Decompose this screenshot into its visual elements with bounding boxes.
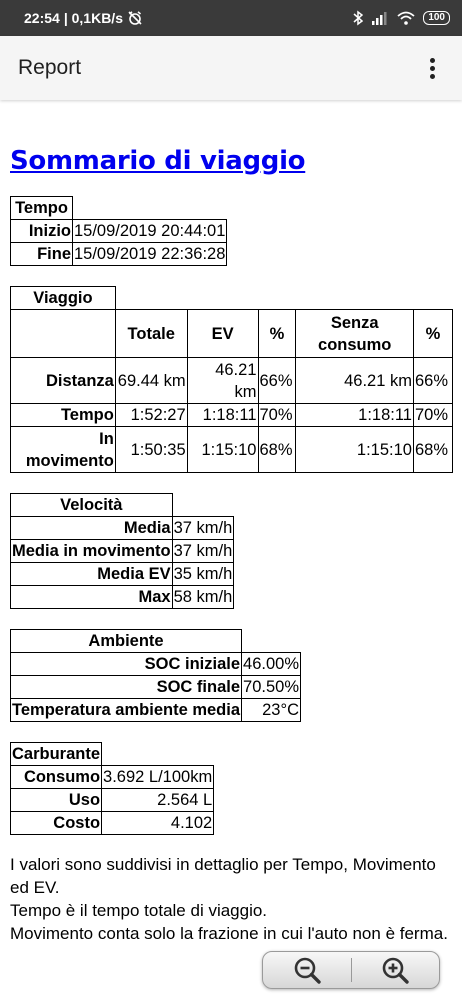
signal-icon	[371, 11, 389, 25]
table-row	[11, 789, 214, 812]
status-time: 22:54	[24, 10, 60, 26]
velocita-table	[10, 493, 234, 609]
cell-senza: 46.21 km	[296, 358, 414, 404]
tempo-table	[10, 196, 227, 266]
cell-percent: 68%	[413, 427, 452, 473]
row-value: 37 km/h	[172, 517, 234, 540]
table-row	[11, 427, 453, 473]
table-header: Carburante	[11, 743, 102, 766]
row-label: Temperatura ambiente media	[11, 699, 242, 722]
table-header: Tempo	[11, 197, 73, 220]
note-line: Tempo è il tempo totale di viaggio.	[10, 901, 268, 920]
row-value: 70.50%	[242, 676, 301, 699]
cell-percent: 66%	[258, 358, 296, 404]
table-row	[11, 699, 301, 722]
notes-text	[10, 853, 450, 945]
alarm-off-icon	[127, 10, 143, 26]
table-row	[11, 358, 453, 404]
cell-ev: 1:18:11	[187, 404, 258, 427]
row-label: Uso	[11, 789, 102, 812]
col-header: %	[413, 310, 452, 358]
table-row	[11, 220, 227, 243]
row-label: Max	[11, 586, 173, 609]
cell-percent: 66%	[413, 358, 452, 404]
battery-icon: 100	[423, 11, 450, 25]
row-label: Inizio	[11, 220, 73, 243]
row-label: Consumo	[11, 766, 102, 789]
col-header: Totale	[115, 310, 187, 358]
cell-senza: 1:15:10	[296, 427, 414, 473]
col-header: Senza consumo	[296, 310, 414, 358]
row-value: 2.564 L	[102, 789, 214, 812]
app-title: Report	[18, 56, 82, 79]
table-header: Viaggio	[11, 287, 116, 310]
table-row	[11, 676, 301, 699]
row-label: Media EV	[11, 563, 173, 586]
report-content	[10, 100, 455, 945]
row-value: 4.102	[102, 812, 214, 835]
cell-senza: 1:18:11	[296, 404, 414, 427]
overflow-menu-icon[interactable]	[420, 56, 444, 80]
zoom-in-icon	[380, 955, 410, 985]
cell-ev: 1:15:10	[187, 427, 258, 473]
cell-totale: 1:50:35	[115, 427, 187, 473]
zoom-out-button[interactable]	[263, 952, 351, 988]
table-row	[11, 563, 234, 586]
table-row	[11, 586, 234, 609]
row-label: Media	[11, 517, 173, 540]
cell-percent: 70%	[258, 404, 296, 427]
table-row	[11, 812, 214, 835]
page-title[interactable]: Sommario di viaggio	[10, 146, 306, 176]
row-label: Fine	[11, 243, 73, 266]
cell-totale: 1:52:27	[115, 404, 187, 427]
cell-totale: 69.44 km	[115, 358, 187, 404]
table-row	[11, 404, 453, 427]
cell-percent: 70%	[413, 404, 452, 427]
status-network-speed: | 0,1KB/s	[63, 10, 123, 26]
row-value: 58 km/h	[172, 586, 234, 609]
viaggio-table	[10, 286, 453, 473]
wifi-icon	[397, 11, 415, 25]
status-bar	[0, 0, 462, 36]
table-header: Velocità	[11, 494, 173, 517]
table-row	[11, 243, 227, 266]
row-value: 35 km/h	[172, 563, 234, 586]
table-header-row	[11, 310, 453, 358]
zoom-in-button[interactable]	[352, 952, 440, 988]
cell-percent: 68%	[258, 427, 296, 473]
col-header: %	[258, 310, 296, 358]
row-label: Costo	[11, 812, 102, 835]
table-row	[11, 653, 301, 676]
note-line: I valori sono suddivisi in dettaglio per Tempo, Movimento ed EV.	[10, 855, 436, 897]
table-row	[11, 517, 234, 540]
table-header: Ambiente	[11, 630, 242, 653]
cell-ev: 46.21 km	[187, 358, 258, 404]
row-label: Media in movimento	[11, 540, 173, 563]
row-value: 46.00%	[242, 653, 301, 676]
row-value: 23°C	[242, 699, 301, 722]
table-row	[11, 766, 214, 789]
row-value: 3.692 L/100km	[102, 766, 214, 789]
zoom-out-icon	[292, 955, 322, 985]
app-bar	[0, 36, 462, 100]
table-row	[11, 540, 234, 563]
row-label: Tempo	[11, 404, 116, 427]
row-label: Distanza	[11, 358, 116, 404]
carburante-table	[10, 742, 214, 835]
row-label: SOC finale	[11, 676, 242, 699]
row-value: 37 km/h	[172, 540, 234, 563]
row-label: SOC iniziale	[11, 653, 242, 676]
bluetooth-icon	[353, 10, 363, 26]
ambiente-table	[10, 629, 301, 722]
zoom-controls	[262, 951, 440, 989]
note-line: Movimento conta solo la frazione in cui l'auto non è ferma.	[10, 924, 448, 943]
row-value: 15/09/2019 20:44:01	[73, 220, 227, 243]
row-label: In movimento	[11, 427, 116, 473]
row-value: 15/09/2019 22:36:28	[73, 243, 227, 266]
col-header: EV	[187, 310, 258, 358]
